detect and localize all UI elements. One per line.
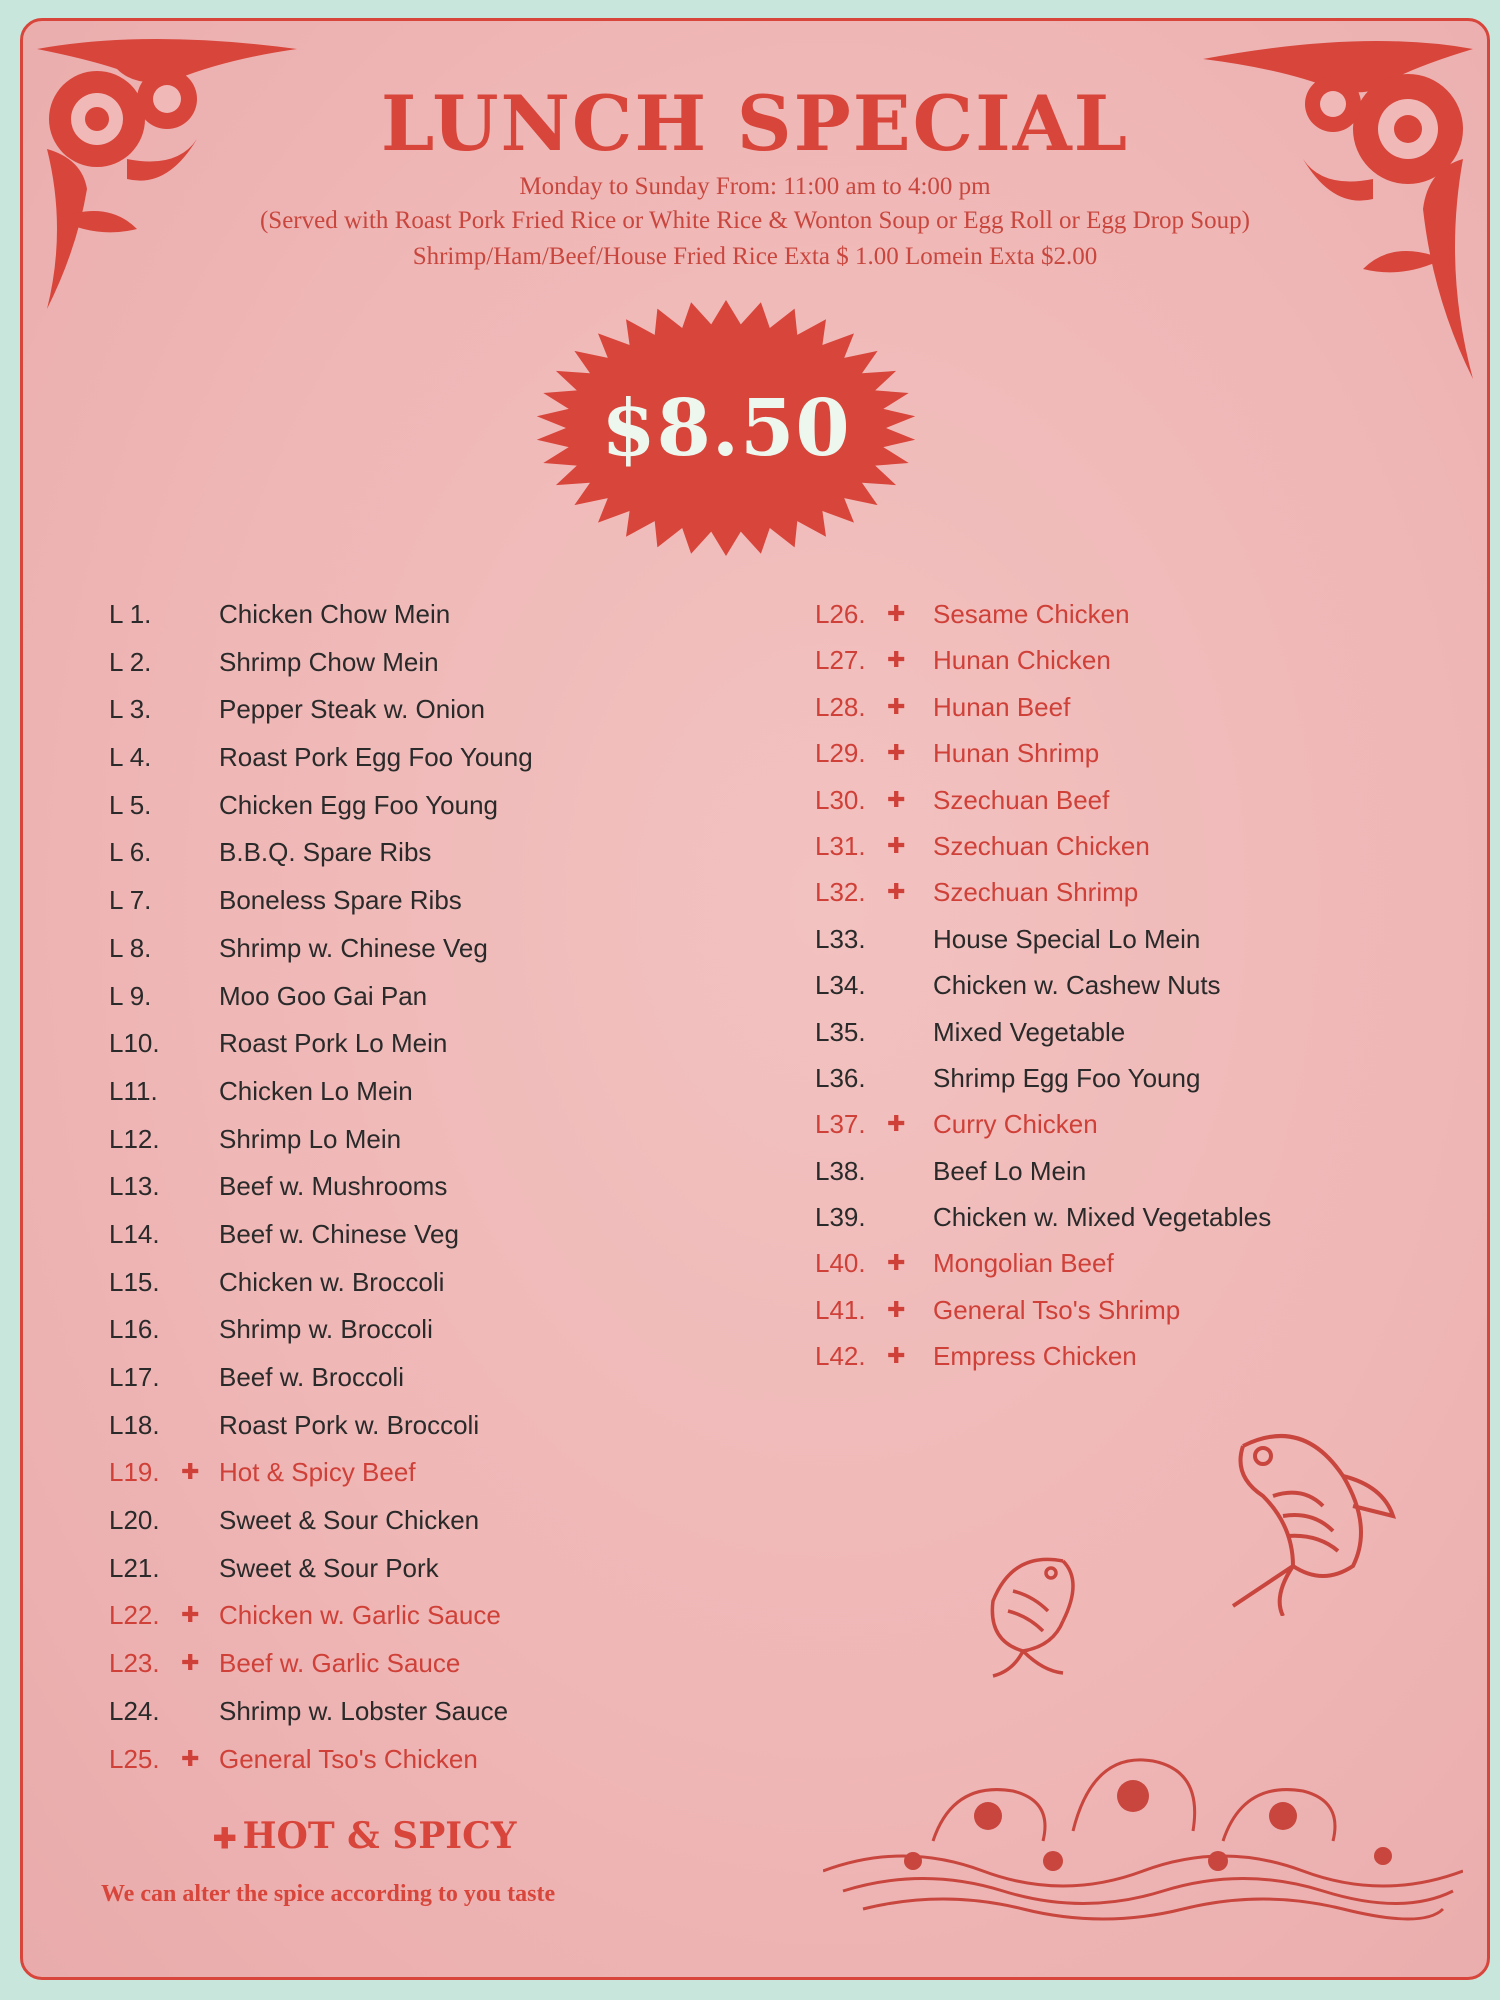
page-title: LUNCH SPECIAL [380,79,1130,168]
menu-item-name: Beef w. Garlic Sauce [219,1648,461,1679]
menu-item-name: Szechuan Shrimp [933,877,1139,908]
menu-item-name: Chicken w. Broccoli [219,1266,445,1297]
menu-item-name: Roast Pork w. Broccoli [219,1409,480,1440]
menu-item-name: Chicken Chow Mein [219,599,451,629]
menu-item-code: L24. [109,1695,160,1726]
menu-item-name: Sesame Chicken [933,599,1130,629]
menu-item-name: Hot & Spicy Beef [219,1457,416,1488]
menu-item-name: Roast Pork Egg Foo Young [219,742,533,773]
menu-item-name: Mongolian Beef [933,1248,1114,1279]
menu-item-name: House Special Lo Mein [933,923,1201,954]
menu-item-code: L 1. [109,599,152,629]
menu-item-code: L29. [815,738,866,769]
menu-item-name: General Tso's Shrimp [933,1294,1181,1325]
chili-pepper-icon: ✚ [887,1343,906,1369]
chili-pepper-icon: ✚ [887,693,906,719]
fish-icon [973,1541,1093,1681]
menu-item-name: Chicken w. Mixed Vegetables [933,1202,1272,1233]
extras-text: Shrimp/Ham/Beef/House Fried Rice Exta $ 1.00 Lomein Exta $2.00 [412,243,1098,270]
menu-item-name: Shrimp Lo Mein [219,1123,402,1154]
menu-item-code: L 7. [109,885,152,916]
menu-item-code: L25. [109,1743,160,1774]
chili-pepper-icon: ✚ [887,1250,906,1276]
menu-item-name: Shrimp w. Chinese Veg [219,932,488,963]
menu-item-code: L20. [109,1505,160,1536]
hot-spicy-legend [213,1815,516,1857]
menu-item-code: L 9. [109,980,152,1011]
menu-item-name: Hunan Beef [933,691,1071,722]
menu-item-code: L11. [109,1075,158,1106]
menu-item-code: L17. [109,1362,160,1392]
menu-item-code: L34. [815,970,866,1001]
menu-item-code: L31. [815,830,866,861]
menu-item-name: Hunan Chicken [933,645,1111,676]
menu-item-name: Empress Chicken [933,1341,1137,1372]
chili-pepper-icon: ✚ [887,1111,906,1137]
menu-item-name: Moo Goo Gai Pan [219,980,428,1011]
menu-item-name: Szechuan Beef [933,784,1110,815]
chili-pepper-icon: ✚ [887,832,906,858]
chili-pepper-icon: ✚ [887,601,906,626]
menu-item-code: L26. [815,599,866,629]
menu-item-code: L13. [109,1171,160,1202]
chili-pepper-icon: ✚ [213,1822,237,1855]
menu-item-name: Beef w. Chinese Veg [219,1218,459,1249]
menu-item-code: L 2. [109,646,152,677]
menu-item-name: Chicken Lo Mein [219,1075,413,1106]
menu-item-code: L 4. [109,742,152,773]
menu-item-name: Beef Lo Mein [933,1155,1087,1186]
menu-item-name: Beef w. Mushrooms [219,1171,448,1202]
menu-item-code: L 8. [109,932,152,963]
menu-item-code: L40. [815,1248,866,1279]
chili-pepper-icon: ✚ [887,786,906,812]
menu-item-code: L16. [109,1314,160,1345]
menu-item-name: Roast Pork Lo Mein [219,1028,448,1059]
menu-item-code: L42. [815,1341,866,1372]
menu-item-code: L27. [815,645,866,676]
menu-item-name: Shrimp Egg Foo Young [933,1062,1201,1093]
chili-pepper-icon: ✚ [181,1459,200,1485]
menu-item-code: L 3. [109,694,152,725]
menu-item-code: L19. [109,1457,160,1488]
menu-item-name: B.B.Q. Spare Ribs [219,837,432,868]
menu-item-name: Mixed Vegetable [933,1016,1126,1047]
legend-label: HOT & SPICY [242,1815,517,1857]
menu-item-code: L38. [815,1155,866,1186]
menu-item-name: Shrimp Chow Mein [219,646,439,677]
spice-note: We can alter the spice according to you taste [101,1881,556,1907]
chili-pepper-icon: ✚ [887,740,906,766]
chili-pepper-icon: ✚ [887,647,906,673]
menu-item-code: L37. [815,1109,866,1140]
price-badge [531,297,921,559]
menu-item-code: L22. [109,1600,160,1631]
hours-text: Monday to Sunday From: 11:00 am to 4:00 pm [519,173,991,200]
menu-item-name: Szechuan Chicken [933,830,1150,861]
fish-icon [1203,1416,1403,1616]
menu-item-code: L32. [815,877,866,908]
menu-item-code: L10. [109,1028,160,1059]
menu-item-code: L39. [815,1202,866,1233]
price-value: $8.50 [601,382,851,474]
menu-item-code: L28. [815,691,866,722]
menu-item-name: Sweet & Sour Chicken [219,1505,480,1536]
menu-sheet [20,18,1490,1980]
menu-item-name: Boneless Spare Ribs [219,885,462,916]
menu-item-name: Sweet & Sour Pork [219,1552,439,1583]
menu-item-name: Beef w. Broccoli [219,1362,404,1392]
menu-item-code: L15. [109,1266,160,1297]
chili-pepper-icon: ✚ [887,879,906,905]
menu-item-name: Hunan Shrimp [933,738,1100,769]
menu-item-name: General Tso's Chicken [219,1743,478,1774]
menu-item-name: Shrimp w. Broccoli [219,1314,433,1345]
chili-pepper-icon: ✚ [181,1602,200,1628]
menu-item-name: Chicken Egg Foo Young [219,789,498,820]
menu-item-code: L14. [109,1218,160,1249]
menu-item-code: L 6. [109,837,152,868]
menu-item-name: Shrimp w. Lobster Sauce [219,1695,509,1726]
menu-item-code: L30. [815,784,866,815]
menu-item-code: L21. [109,1552,160,1583]
menu-item-name: Pepper Steak w. Onion [219,694,485,725]
menu-item-code: L12. [109,1123,160,1154]
menu-item-code: L33. [815,923,866,954]
menu-item-code: L23. [109,1648,160,1679]
menu-item-code: L41. [815,1294,866,1325]
menu-item-code: L 5. [109,789,152,820]
menu-item-name: Chicken w. Garlic Sauce [219,1600,501,1631]
menu-item-name: Chicken w. Cashew Nuts [933,970,1221,1001]
menu-item-name: Curry Chicken [933,1109,1098,1140]
menu-item-code: L36. [815,1062,866,1093]
served-with-text: (Served with Roast Pork Fried Rice or White Rice & Wonton Soup or Egg Roll or Egg Drop Soup) [259,207,1251,234]
menu-item-code: L35. [815,1016,866,1047]
menu-item-code: L18. [109,1409,160,1440]
chili-pepper-icon: ✚ [181,1650,200,1676]
wave-scroll-ornament-icon [823,1721,1463,1921]
chili-pepper-icon: ✚ [887,1296,906,1322]
chili-pepper-icon: ✚ [181,1745,200,1771]
